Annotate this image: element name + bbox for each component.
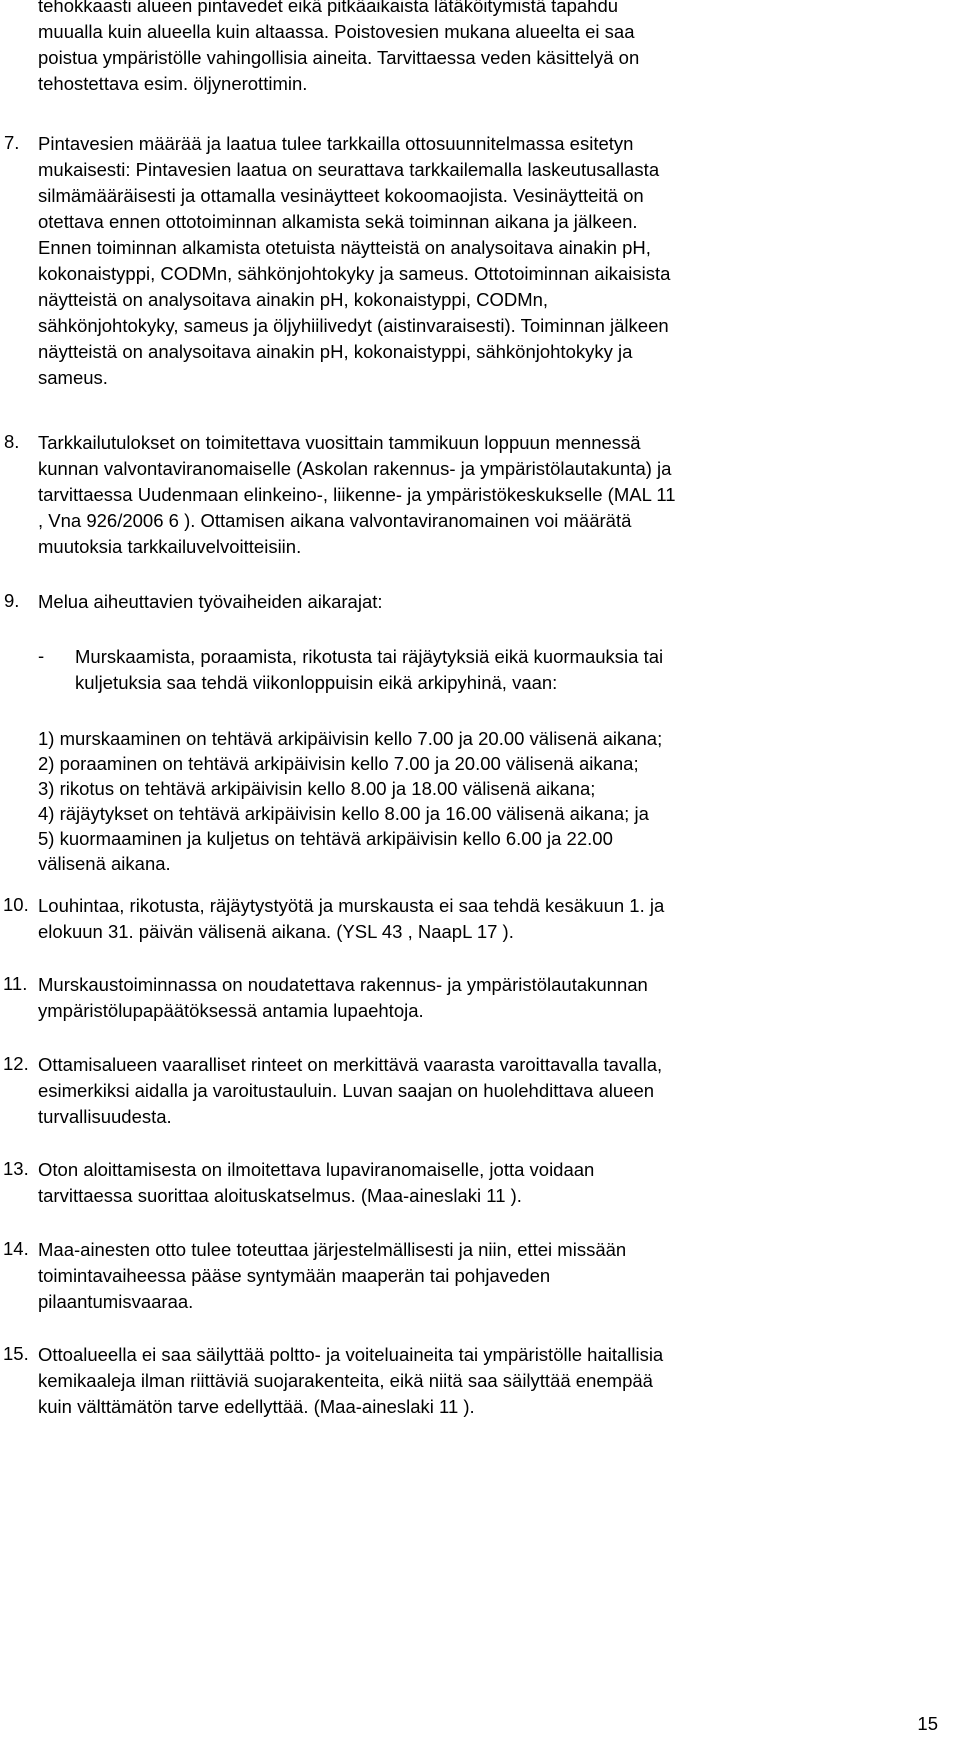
lead-line: tehostettava esim. öljynerottimin. bbox=[38, 73, 308, 94]
item-line: mukaisesti: Pintavesien laatua on seurattava tarkkailemalla laskeutusallasta bbox=[38, 159, 660, 180]
item-text bbox=[38, 430, 918, 560]
item-text bbox=[38, 131, 918, 391]
item-text bbox=[38, 972, 918, 1024]
item-line: Ottamisalueen vaaralliset rinteet on merkittävä vaarasta varoittavalla tavalla, bbox=[38, 1054, 663, 1075]
restriction-line: Murskaamista, poraamista, rikotusta tai räjäytyksiä eikä kuormauksia tai bbox=[75, 646, 664, 667]
page-number: 15 bbox=[917, 1713, 938, 1734]
lead-line: tehokkaasti alueen pintavedet eikä pitkäaikaista lätäköitymistä tapahdu bbox=[38, 0, 619, 16]
item-text bbox=[38, 1052, 918, 1130]
item-line: ympäristölupapäätöksessä antamia lupaehtoja. bbox=[38, 1000, 424, 1021]
item-line: kuin välttämätön tarve edellyttää. (Maa-aineslaki 11 ). bbox=[38, 1396, 475, 1417]
item-number: 12. bbox=[3, 1053, 29, 1074]
item-line: Ennen toiminnan alkamista otetuista näytteistä on analysoitava ainakin pH, bbox=[38, 237, 651, 258]
working-hours-item: 1) murskaaminen on tehtävä arkipäivisin kello 7.00 ja 20.00 välisenä aikana; bbox=[38, 728, 663, 749]
working-hours-item: 4) räjäytykset on tehtävä arkipäivisin kello 8.00 ja 16.00 välisenä aikana; ja bbox=[38, 803, 649, 824]
item-number: 11. bbox=[3, 973, 28, 994]
item-number: 9. bbox=[4, 590, 20, 611]
condition-item-8 bbox=[0, 430, 940, 560]
working-hours-list bbox=[38, 726, 918, 876]
item-number: 10. bbox=[3, 894, 29, 915]
dash-bullet: - bbox=[38, 645, 45, 666]
item-line: Pintavesien määrää ja laatua tulee tarkkailla ottosuunnitelmassa esitetyn bbox=[38, 133, 634, 154]
item-text bbox=[38, 1342, 918, 1420]
item-line: elokuun 31. päivän välisenä aikana. (YSL 43 , NaapL 17 ). bbox=[38, 921, 514, 942]
item-text bbox=[38, 893, 918, 945]
item-line: turvallisuudesta. bbox=[38, 1106, 172, 1127]
item-line: kemikaaleja ilman riittäviä suojarakenteita, eikä niitä saa säilyttää enempää bbox=[38, 1370, 653, 1391]
condition-item-14 bbox=[0, 1237, 940, 1315]
working-hours-item: 2) poraaminen on tehtävä arkipäivisin kello 7.00 ja 20.00 välisenä aikana; bbox=[38, 753, 639, 774]
restriction-line: kuljetuksia saa tehdä viikonloppuisin eikä arkipyhinä, vaan: bbox=[75, 672, 558, 693]
item-text bbox=[38, 589, 918, 615]
item-number: 14. bbox=[3, 1238, 29, 1259]
condition-item-13 bbox=[0, 1157, 940, 1209]
item-line: Tarkkailutulokset on toimitettava vuosittain tammikuun loppuun mennessä bbox=[38, 432, 641, 453]
condition-item-10 bbox=[0, 893, 940, 945]
item-line: kunnan valvontaviranomaiselle (Askolan rakennus- ja ympäristölautakunta) ja bbox=[38, 458, 672, 479]
lead-line: poistua ympäristölle vahingollisia aineita. Tarvittaessa veden käsittelyä on bbox=[38, 47, 640, 68]
item-line: muutoksia tarkkailuvelvoitteisiin. bbox=[38, 536, 302, 557]
condition-item-12 bbox=[0, 1052, 940, 1130]
item-line: Louhintaa, rikotusta, räjäytystyötä ja murskausta ei saa tehdä kesäkuun 1. ja bbox=[38, 895, 665, 916]
item-line: näytteistä on analysoitava ainakin pH, kokonaistyppi, CODMn, bbox=[38, 289, 549, 310]
item-line: toimintavaiheessa pääse syntymään maaperän tai pohjaveden bbox=[38, 1265, 551, 1286]
condition-item-9 bbox=[0, 589, 940, 615]
item-line: näytteistä on analysoitava ainakin pH, kokonaistyppi, sähkönjohtokyky ja bbox=[38, 341, 633, 362]
item-line: Maa-ainesten otto tulee toteuttaa järjestelmällisesti ja niin, ettei missään bbox=[38, 1239, 627, 1260]
working-hours-item: välisenä aikana. bbox=[38, 853, 171, 874]
item-line: tarvittaessa Uudenmaan elinkeino-, liikenne- ja ympäristökeskukselle (MAL 11 bbox=[38, 484, 676, 505]
item-line: pilaantumisvaaraa. bbox=[38, 1291, 194, 1312]
item-line: otettava ennen ottotoiminnan alkamista sekä toiminnan aikana ja jälkeen. bbox=[38, 211, 638, 232]
condition-item-11 bbox=[0, 972, 940, 1024]
noise-restriction bbox=[38, 644, 918, 696]
item-line: sameus. bbox=[38, 367, 108, 388]
item-line: Ottoalueella ei saa säilyttää poltto- ja voiteluaineita tai ympäristölle haitallisia bbox=[38, 1344, 664, 1365]
item-number: 8. bbox=[4, 431, 20, 452]
restriction-text bbox=[75, 644, 918, 696]
item-line: , Vna 926/2006 6 ). Ottamisen aikana valvontaviranomainen voi määrätä bbox=[38, 510, 632, 531]
item-text bbox=[38, 1157, 918, 1209]
working-hours-item: 3) rikotus on tehtävä arkipäivisin kello 8.00 ja 18.00 välisenä aikana; bbox=[38, 778, 596, 799]
item-line: sähkönjohtokyky, sameus ja öljyhiilivedyt (aistinvaraisesti). Toiminnan jälkeen bbox=[38, 315, 669, 336]
item-text bbox=[38, 1237, 918, 1315]
item-number: 15. bbox=[3, 1343, 29, 1364]
lead-line: muualla kuin alueella kuin altaassa. Poistovesien mukana alueelta ei saa bbox=[38, 21, 635, 42]
item-line: silmämääräisesti ja ottamalla vesinäytteet kokoomaojista. Vesinäytteitä on bbox=[38, 185, 644, 206]
item-number: 13. bbox=[3, 1158, 29, 1179]
item-line: Oton aloittamisesta on ilmoitettava lupaviranomaiselle, jotta voidaan bbox=[38, 1159, 595, 1180]
item-line: Murskaustoiminnassa on noudatettava rakennus- ja ympäristölautakunnan bbox=[38, 974, 648, 995]
item-line: kokonaistyppi, CODMn, sähkönjohtokyky ja sameus. Ottotoiminnan aikaisista bbox=[38, 263, 671, 284]
lead-paragraph bbox=[38, 0, 918, 97]
item-number: 7. bbox=[4, 132, 20, 153]
item-line: tarvittaessa suorittaa aloituskatselmus. (Maa-aineslaki 11 ). bbox=[38, 1185, 522, 1206]
condition-item-15 bbox=[0, 1342, 940, 1420]
condition-item-7 bbox=[0, 131, 940, 391]
item-line: esimerkiksi aidalla ja varoitustauluin. Luvan saajan on huolehdittava alueen bbox=[38, 1080, 655, 1101]
working-hours-item: 5) kuormaaminen ja kuljetus on tehtävä arkipäivisin kello 6.00 ja 22.00 bbox=[38, 828, 613, 849]
item-line: Melua aiheuttavien työvaiheiden aikarajat: bbox=[38, 591, 383, 612]
